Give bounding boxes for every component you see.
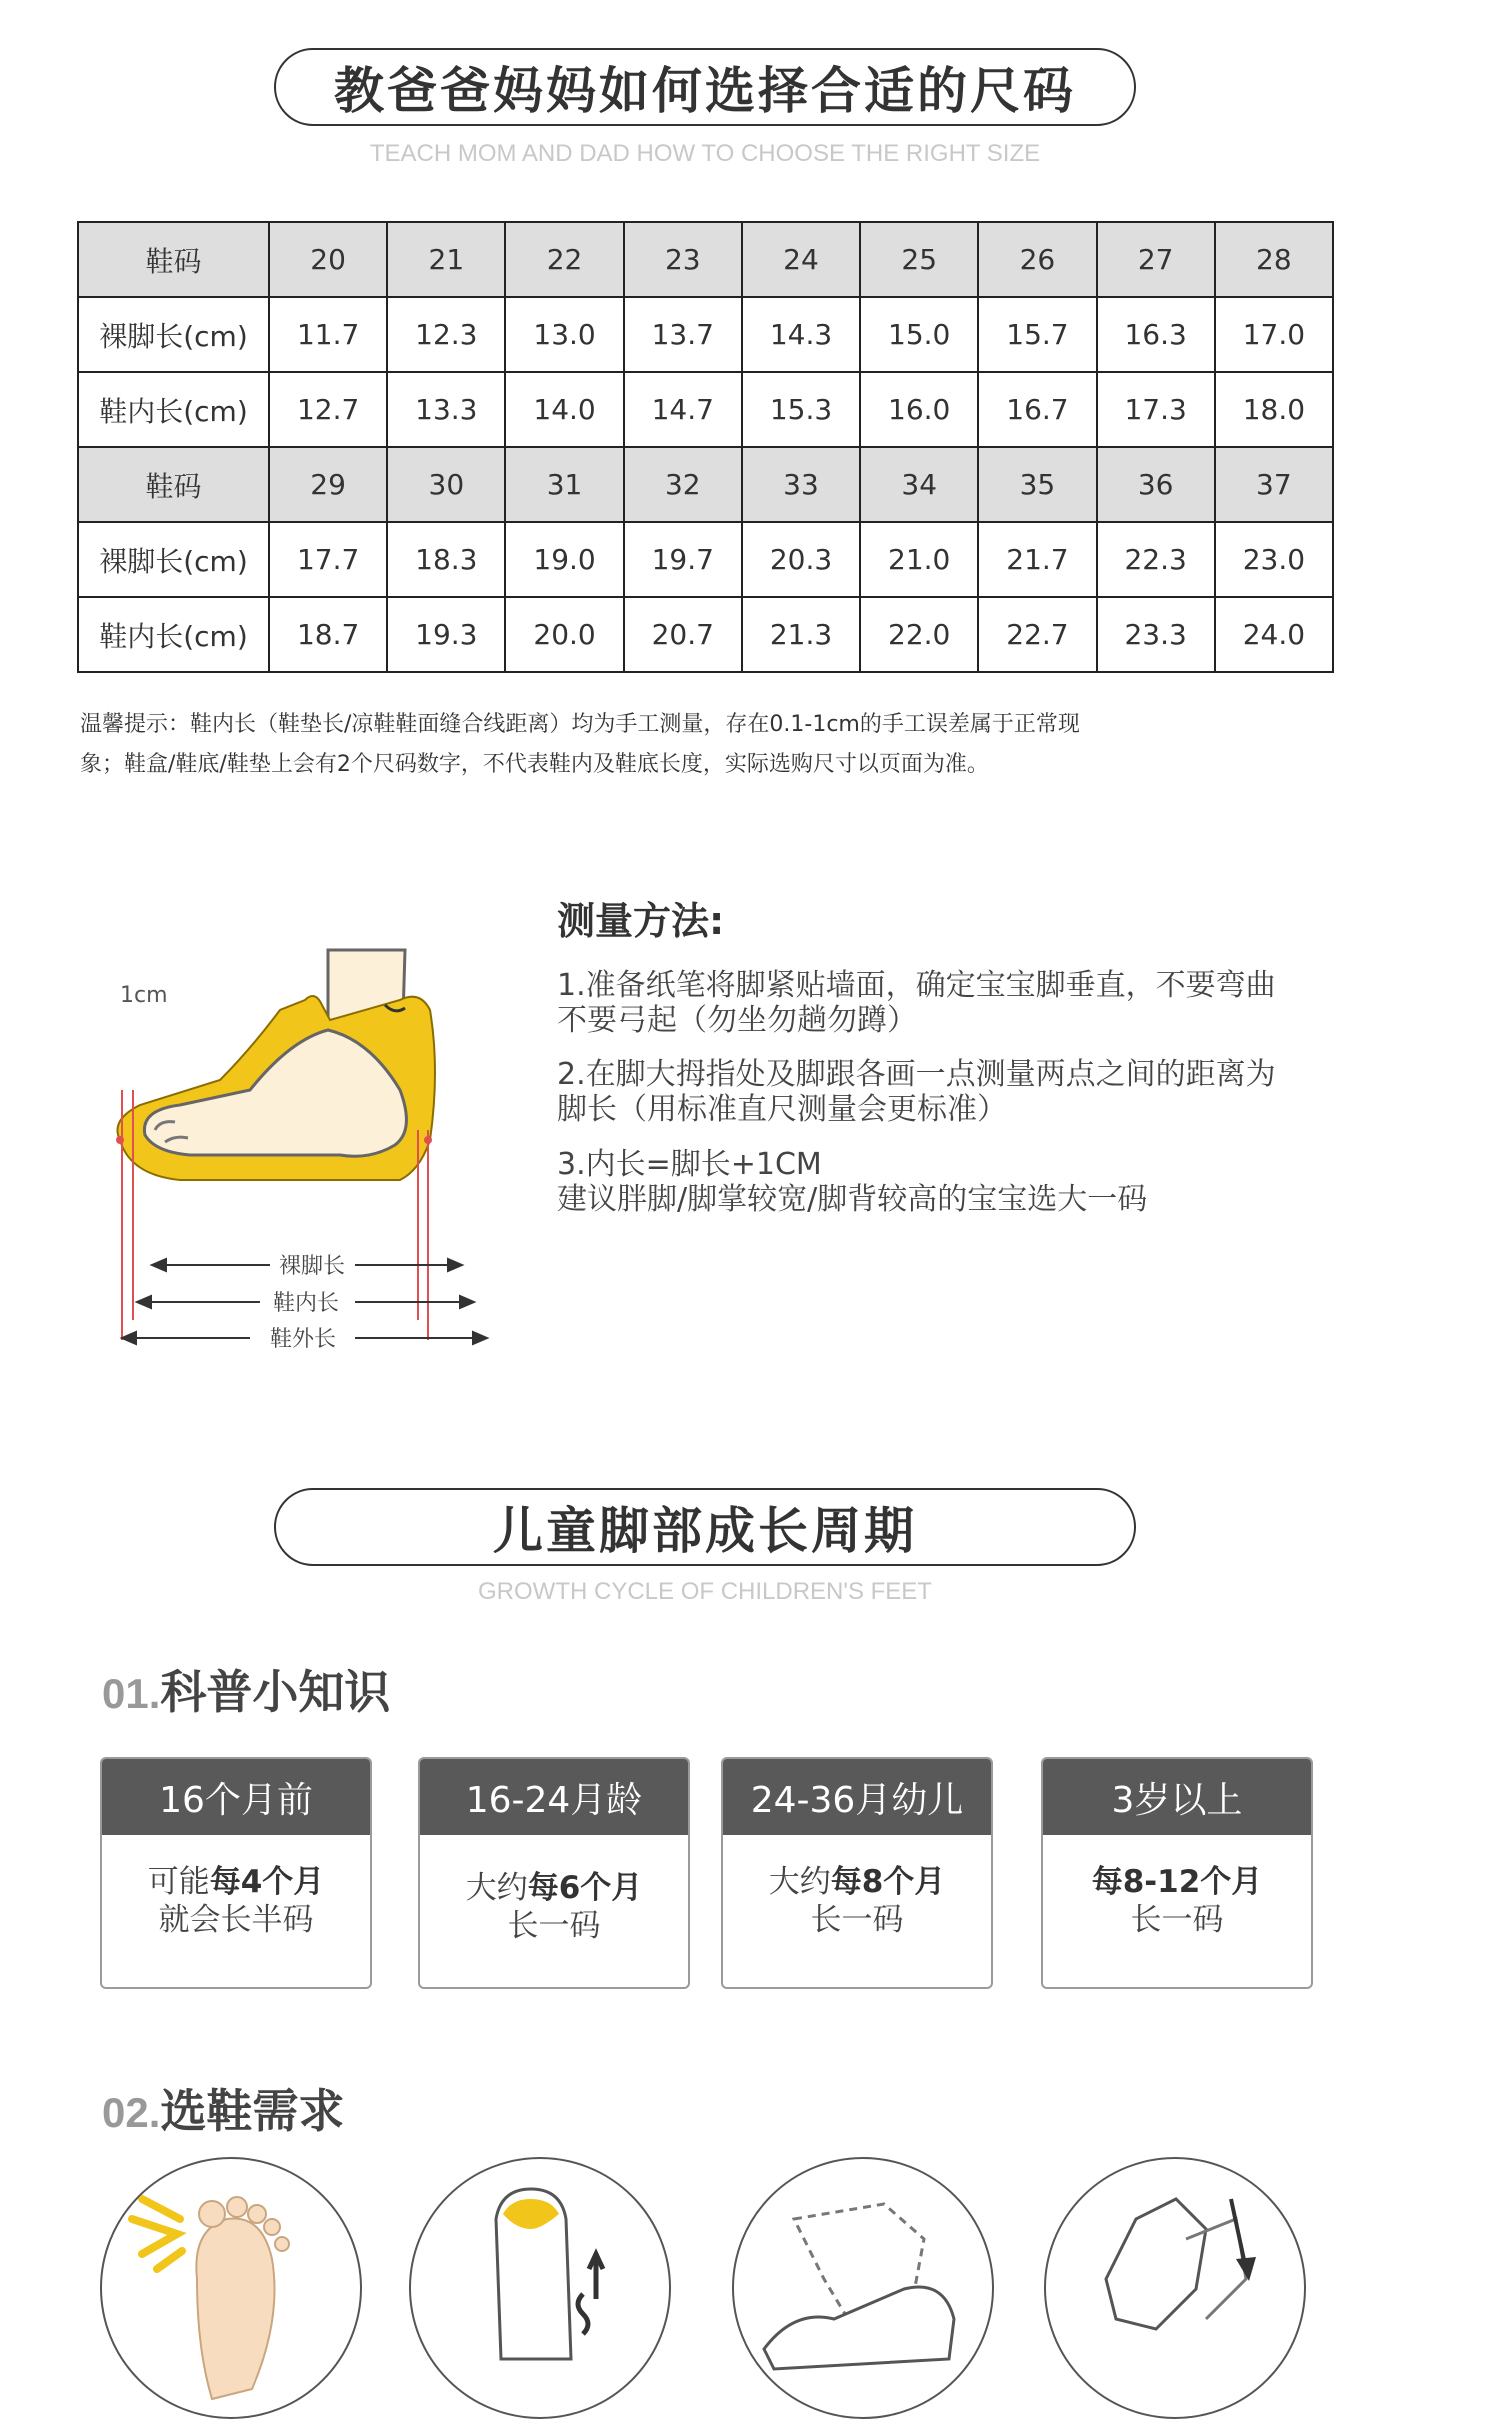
table-cell: 21.3 [742,597,860,672]
size-table [77,221,1334,673]
row-label-cell: 鞋码 [78,222,269,297]
method-step-3 [557,1147,1147,1217]
table-cell: 23 [624,222,742,297]
card-body: 大约每6个月 长一码 [465,1870,643,1944]
table-cell: 17.0 [1215,297,1333,372]
table-cell: 17.3 [1097,372,1215,447]
table-cell: 15.7 [978,297,1096,372]
table-cell: 21.0 [860,522,978,597]
table-cell: 15.3 [742,372,860,447]
table-cell: 22 [505,222,623,297]
section-needs-title [102,2075,344,2141]
table-cell: 12.3 [387,297,505,372]
shoe-toe-icon [411,2159,671,2419]
method-step-2 [557,1057,1276,1127]
growth-card-1 [100,1757,372,1989]
table-cell: 20.7 [624,597,742,672]
table-cell: 19.3 [387,597,505,672]
table-cell: 27 [1097,222,1215,297]
step-1-line-2: 不要弓起（勿坐勿趟勿蹲） [557,1003,917,1038]
foot-sole-icon [102,2159,362,2419]
table-cell: 18.7 [269,597,387,672]
need-circle-1 [100,2157,362,2419]
table-cell: 22.0 [860,597,978,672]
method-title: 测量方法: [557,899,725,943]
table-cell: 18.0 [1215,372,1333,447]
growth-cycle-title: 儿童脚部成长周期 [274,1488,1136,1566]
card-head: 24-36月幼儿 [723,1759,991,1835]
table-cell: 12.7 [269,372,387,447]
step-3-line-1: 3.内长=脚长+1CM [557,1147,822,1182]
need-circle-2 [409,2157,671,2419]
table-cell: 37 [1215,447,1333,522]
toe-point [116,1136,124,1144]
table-cell: 14.0 [505,372,623,447]
table-cell: 20.3 [742,522,860,597]
card-body: 大约每8个月 长一码 [768,1864,946,1938]
table-row [78,447,1333,522]
table-cell: 18.3 [387,522,505,597]
step-2-line-2: 脚长（用标准直尺测量会更标准） [557,1092,1007,1127]
table-cell: 35 [978,447,1096,522]
table-cell: 29 [269,447,387,522]
table-cell: 15.0 [860,297,978,372]
growth-cycle-subtitle: GROWTH CYCLE OF CHILDREN'S FEET [478,1578,932,1605]
table-cell: 19.0 [505,522,623,597]
heel-point [424,1136,432,1144]
cm-label: 1cm [120,983,168,1008]
step-2-line-1: 2.在脚大拇指处及脚跟各画一点测量两点之间的距离为 [557,1057,1276,1092]
growth-card-2 [418,1757,690,1989]
label-outer-length: 鞋外长 [269,1327,337,1352]
step-3-line-2: 建议胖脚/脚掌较宽/脚背较高的宝宝选大一码 [557,1182,1148,1217]
table-cell: 36 [1097,447,1215,522]
size-guide-title: 教爸爸妈妈如何选择合适的尺码 [274,48,1136,126]
table-row [78,522,1333,597]
table-cell: 20.0 [505,597,623,672]
table-cell: 32 [624,447,742,522]
card-head: 16个月前 [102,1759,370,1835]
table-cell: 26 [978,222,1096,297]
tip-line-1: 温馨提示：鞋内长（鞋垫长/凉鞋鞋面缝合线距离）均为手工测量，存在0.1-1cm的手工误差属于正常现 [80,712,1080,737]
table-cell: 31 [505,447,623,522]
label-inner-length: 鞋内长 [272,1291,340,1316]
step-1-line-1: 1.准备纸笔将脚紧贴墙面，确定宝宝脚垂直，不要弯曲 [557,968,1276,1003]
table-cell: 24.0 [1215,597,1333,672]
need-circle-4 [1044,2157,1306,2419]
table-cell: 13.3 [387,372,505,447]
shoe-press-icon [1046,2159,1306,2419]
growth-card-3 [721,1757,993,1989]
need-circle-3 [732,2157,994,2419]
table-cell: 28 [1215,222,1333,297]
table-cell: 14.3 [742,297,860,372]
table-cell: 23.0 [1215,522,1333,597]
table-cell: 16.3 [1097,297,1215,372]
table-cell: 23.3 [1097,597,1215,672]
shoe-flex-icon [734,2159,994,2419]
row-label-cell: 裸脚长(cm) [78,522,269,597]
tip-line-2: 象；鞋盒/鞋底/鞋垫上会有2个尺码数字，不代表鞋内及鞋底长度，实际选购尺寸以页面为准。 [80,752,989,777]
section-number: 01. [102,1670,161,1717]
card-body: 可能每4个月 就会长半码 [147,1864,325,1938]
table-cell: 21.7 [978,522,1096,597]
section-title-text: 科普小知识 [160,1665,391,1719]
table-cell: 34 [860,447,978,522]
table-cell: 21 [387,222,505,297]
table-cell: 16.0 [860,372,978,447]
table-cell: 30 [387,447,505,522]
table-row [78,297,1333,372]
table-row [78,597,1333,672]
section-knowledge-title [102,1656,390,1722]
growth-card-4 [1041,1757,1313,1989]
table-cell: 17.7 [269,522,387,597]
section-title-text: 选鞋需求 [160,2084,345,2138]
table-cell: 19.7 [624,522,742,597]
table-cell: 11.7 [269,297,387,372]
method-step-1 [557,968,1276,1038]
section-number: 02. [102,2089,161,2136]
table-cell: 22.3 [1097,522,1215,597]
table-cell: 25 [860,222,978,297]
table-cell: 20 [269,222,387,297]
table-cell: 22.7 [978,597,1096,672]
table-cell: 13.7 [624,297,742,372]
table-cell: 14.7 [624,372,742,447]
table-row [78,372,1333,447]
card-body: 每8-12个月 长一码 [1091,1864,1263,1938]
row-label-cell: 鞋内长(cm) [78,372,269,447]
table-cell: 24 [742,222,860,297]
row-label-cell: 鞋内长(cm) [78,597,269,672]
table-cell: 33 [742,447,860,522]
row-label-cell: 鞋码 [78,447,269,522]
table-cell: 13.0 [505,297,623,372]
foot-measure-diagram [100,930,500,1360]
table-row [78,222,1333,297]
card-head: 3岁以上 [1043,1759,1311,1835]
size-tip [80,705,1240,785]
row-label-cell: 裸脚长(cm) [78,297,269,372]
label-bare-foot: 裸脚长 [278,1254,346,1279]
card-head: 16-24月龄 [420,1759,688,1835]
size-guide-subtitle: TEACH MOM AND DAD HOW TO CHOOSE THE RIGHT SIZE [369,140,1041,167]
table-cell: 16.7 [978,372,1096,447]
